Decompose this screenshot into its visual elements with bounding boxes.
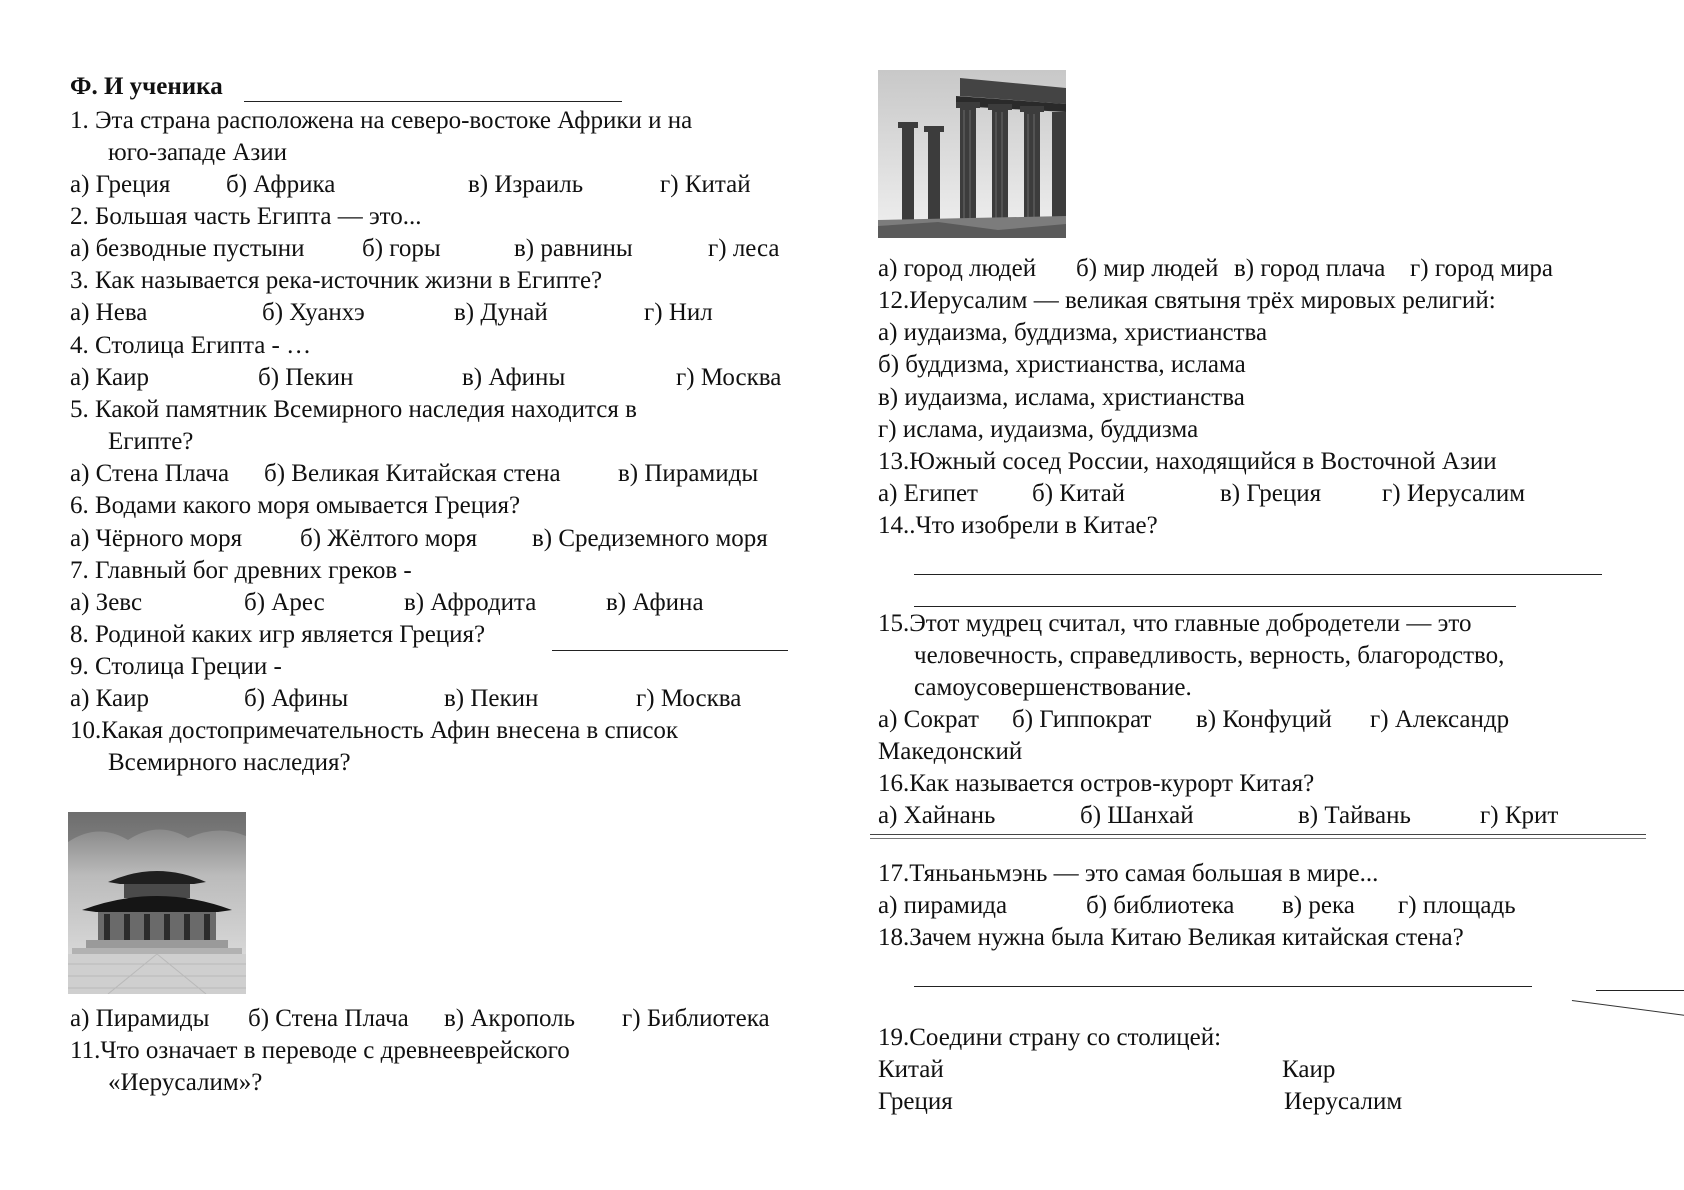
- question-1-cont: юго-западе Азии: [108, 139, 288, 166]
- match-country[interactable]: Греция: [878, 1088, 953, 1115]
- question-12: 12.Иерусалим — великая святыня трёх мировых религий:: [878, 287, 1496, 314]
- question-14: 14..Что изобрели в Китае?: [878, 512, 1158, 539]
- match-capital[interactable]: Каир: [1282, 1056, 1336, 1083]
- student-name-label: Ф. И ученика: [70, 73, 223, 100]
- question-1: 1. Эта страна расположена на северо-востоке Африки и на: [70, 107, 693, 134]
- answer-option[interactable]: в) Конфуций: [1196, 706, 1332, 733]
- question-10: 10.Какая достопримечательность Афин внесена в список: [70, 717, 679, 744]
- answer-line[interactable]: [914, 574, 1602, 575]
- answer-option[interactable]: в) Средиземного моря: [532, 525, 768, 552]
- question-10-cont: Всемирного наследия?: [108, 749, 351, 776]
- question-9: 9. Столица Греции -: [70, 653, 282, 680]
- answer-option[interactable]: а) Нева: [70, 299, 148, 326]
- match-country[interactable]: Китай: [878, 1056, 944, 1083]
- answer-option[interactable]: г) леса: [708, 235, 780, 262]
- answer-option[interactable]: б) Афины: [244, 685, 349, 712]
- palace-illustration: [68, 812, 246, 994]
- answer-option[interactable]: б) Китай: [1032, 480, 1126, 507]
- answer-option[interactable]: а) Каир: [70, 364, 149, 391]
- answer-option[interactable]: г) город мира: [1410, 255, 1554, 282]
- stray-line: [1596, 990, 1684, 991]
- answer-option[interactable]: а) Сократ: [878, 706, 979, 733]
- answer-option-cont: Македонский: [878, 738, 1023, 765]
- answer-option[interactable]: б) Шанхай: [1080, 802, 1194, 829]
- answer-option[interactable]: в) Афродита: [404, 589, 537, 616]
- answer-option[interactable]: в) Греция: [1220, 480, 1322, 507]
- question-11-cont: «Иерусалим»?: [108, 1069, 263, 1096]
- answer-option[interactable]: а) Зевс: [70, 589, 143, 616]
- question-6: 6. Водами какого моря омывается Греция?: [70, 492, 521, 519]
- palace-photo: [68, 812, 246, 994]
- question-7: 7. Главный бог древних греков -: [70, 557, 412, 584]
- answer-option[interactable]: б) Африка: [226, 171, 336, 198]
- answer-option[interactable]: а) безводные пустыни: [70, 235, 305, 262]
- question-16: 16.Как называется остров-курорт Китая?: [878, 770, 1315, 797]
- answer-option[interactable]: а) Чёрного моря: [70, 525, 243, 552]
- answer-option[interactable]: а) Греция: [70, 171, 171, 198]
- answer-option[interactable]: б) горы: [362, 235, 441, 262]
- question-5-cont: Египте?: [108, 428, 194, 455]
- question-15-cont: самоусовершенствование.: [914, 674, 1192, 701]
- answer-option[interactable]: а) пирамида: [878, 892, 1008, 919]
- temple-photo: [878, 70, 1066, 238]
- answer-option[interactable]: а) Пирамиды: [70, 1005, 210, 1032]
- stray-line: [1572, 1000, 1684, 1016]
- temple-illustration: [878, 70, 1066, 238]
- answer-option[interactable]: б) Жёлтого моря: [300, 525, 478, 552]
- question-18: 18.Зачем нужна была Китаю Великая китайская стена?: [878, 924, 1464, 951]
- question-13: 13.Южный сосед России, находящийся в Восточной Азии: [878, 448, 1497, 475]
- answer-option[interactable]: а) Египет: [878, 480, 978, 507]
- answer-option[interactable]: в) Афина: [606, 589, 704, 616]
- answer-option[interactable]: б) Хуанхэ: [262, 299, 365, 326]
- answer-line[interactable]: [552, 650, 788, 651]
- answer-option[interactable]: б) Гиппократ: [1012, 706, 1152, 733]
- question-11: 11.Что означает в переводе с древнееврейского: [70, 1037, 570, 1064]
- answer-option[interactable]: а) Хайнань: [878, 802, 996, 829]
- question-17: 17.Тяньаньмэнь — это самая большая в мире...: [878, 860, 1379, 887]
- answer-line[interactable]: [914, 606, 1516, 607]
- answer-option[interactable]: б) Пекин: [258, 364, 354, 391]
- table-rule: [870, 834, 1646, 835]
- answer-option[interactable]: г) Крит: [1480, 802, 1559, 829]
- question-8: 8. Родиной каких игр является Греция?: [70, 621, 486, 648]
- answer-option[interactable]: б) библиотека: [1086, 892, 1235, 919]
- table-rule: [870, 838, 1646, 839]
- answer-option[interactable]: в) Тайвань: [1298, 802, 1411, 829]
- answer-option[interactable]: в) город плача: [1234, 255, 1386, 282]
- answer-option[interactable]: в) Афины: [462, 364, 566, 391]
- answer-option[interactable]: г) Нил: [644, 299, 713, 326]
- match-capital[interactable]: Иерусалим: [1284, 1088, 1403, 1115]
- answer-option[interactable]: б) буддизма, христианства, ислама: [878, 351, 1246, 378]
- answer-option[interactable]: г) Китай: [660, 171, 751, 198]
- student-name-line[interactable]: [244, 101, 622, 102]
- answer-option[interactable]: в) равнины: [514, 235, 633, 262]
- answer-option[interactable]: г) Иерусалим: [1382, 480, 1526, 507]
- answer-option[interactable]: в) Дунай: [454, 299, 548, 326]
- answer-option[interactable]: в) Пирамиды: [618, 460, 759, 487]
- answer-option[interactable]: а) иудаизма, буддизма, христианства: [878, 319, 1268, 346]
- answer-option[interactable]: в) иудаизма, ислама, христианства: [878, 384, 1245, 411]
- question-2: 2. Большая часть Египта — это...: [70, 203, 422, 230]
- answer-option[interactable]: в) река: [1282, 892, 1355, 919]
- answer-option[interactable]: г) площадь: [1398, 892, 1516, 919]
- answer-option[interactable]: б) мир людей: [1076, 255, 1219, 282]
- answer-option[interactable]: б) Стена Плача: [248, 1005, 409, 1032]
- answer-option[interactable]: г) Библиотека: [622, 1005, 770, 1032]
- question-5: 5. Какой памятник Всемирного наследия находится в: [70, 396, 637, 423]
- answer-option[interactable]: в) Израиль: [468, 171, 584, 198]
- question-3: 3. Как называется река-источник жизни в Египте?: [70, 267, 603, 294]
- answer-option[interactable]: г) Александр: [1370, 706, 1510, 733]
- answer-line[interactable]: [914, 986, 1532, 987]
- answer-option[interactable]: а) город людей: [878, 255, 1037, 282]
- answer-option[interactable]: а) Каир: [70, 685, 149, 712]
- question-15-cont: человечность, справедливость, верность, благородство,: [914, 642, 1505, 669]
- question-15: 15.Этот мудрец считал, что главные добродетели — это: [878, 610, 1472, 637]
- answer-option[interactable]: в) Акрополь: [444, 1005, 576, 1032]
- answer-option[interactable]: г) Москва: [676, 364, 782, 391]
- answer-option[interactable]: в) Пекин: [444, 685, 539, 712]
- answer-option[interactable]: б) Арес: [244, 589, 325, 616]
- question-4: 4. Столица Египта - …: [70, 332, 312, 359]
- answer-option[interactable]: г) ислама, иудаизма, буддизма: [878, 416, 1199, 443]
- answer-option[interactable]: а) Стена Плача: [70, 460, 230, 487]
- answer-option[interactable]: б) Великая Китайская стена: [264, 460, 561, 487]
- answer-option[interactable]: г) Москва: [636, 685, 742, 712]
- question-19: 19.Соедини страну со столицей:: [878, 1024, 1222, 1051]
